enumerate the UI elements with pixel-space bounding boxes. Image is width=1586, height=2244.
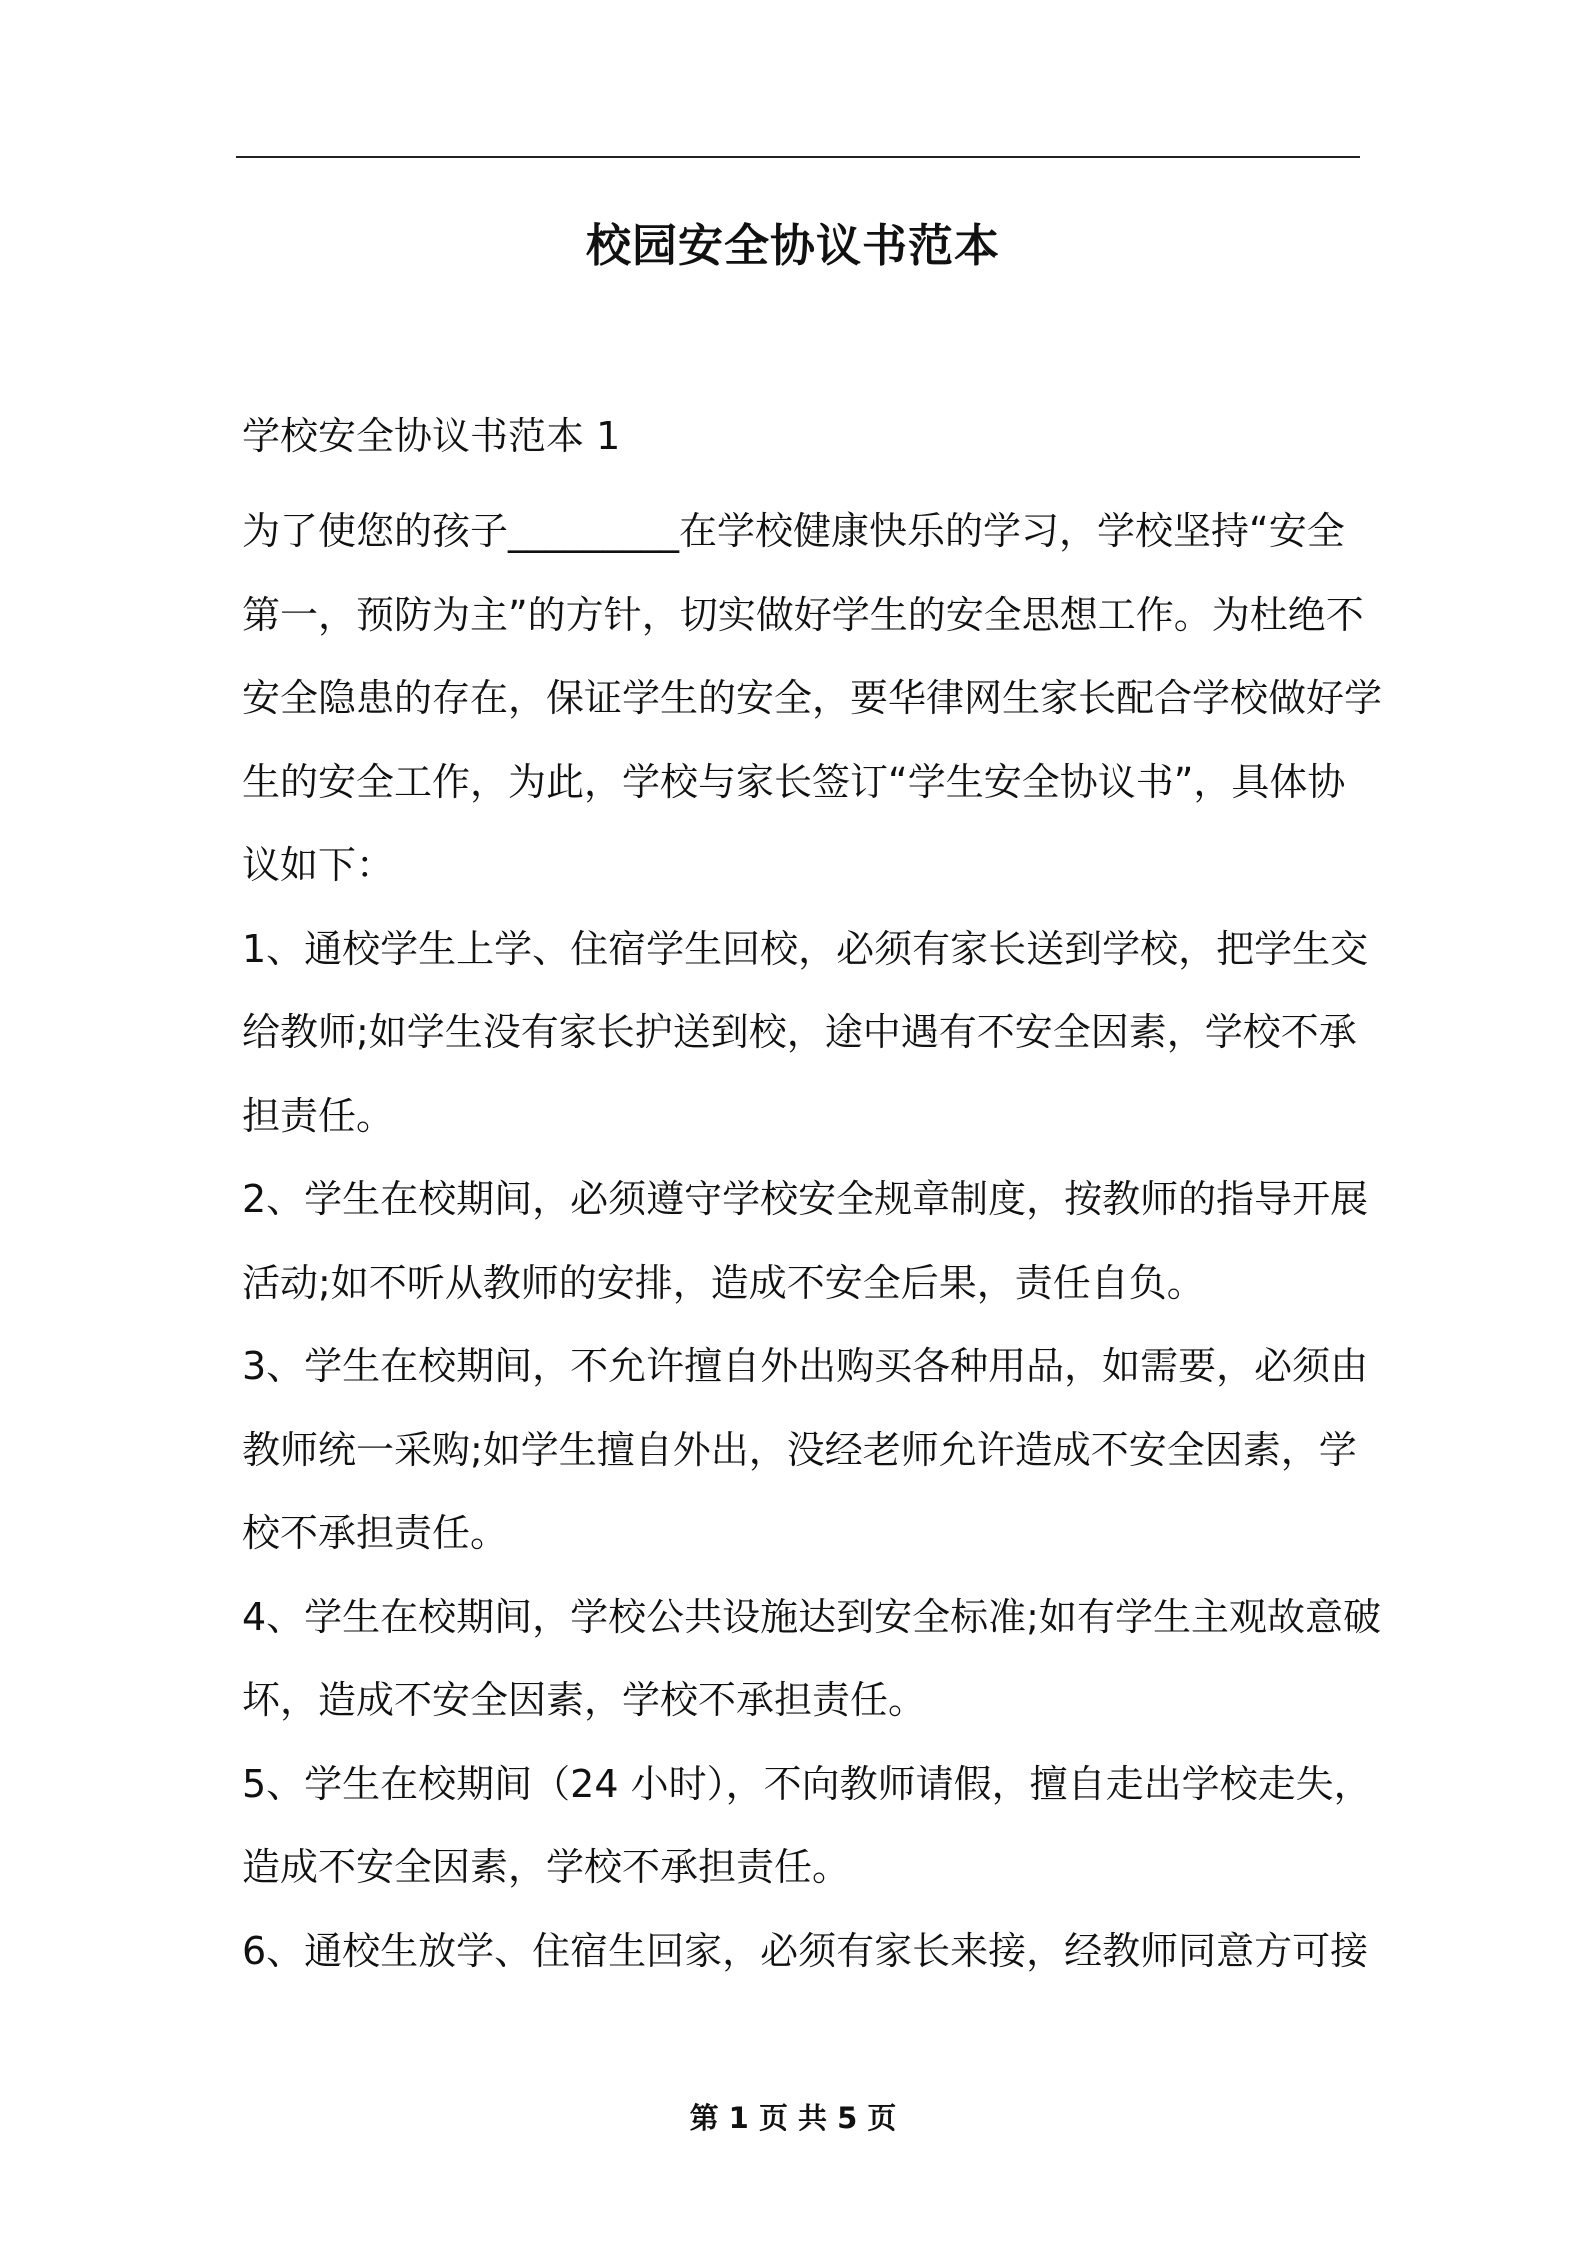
paragraph [242,1743,1372,1910]
paragraph-line: 1、通校学生上学、住宿学生回校，必须有家长送到学校，把学生交 [242,926,1369,971]
paragraph-line: 第一，预防为主”的方针，切实做好学生的安全思想工作。为杜绝不 [242,592,1364,637]
page-footer: 第 1 页 共 5 页 [689,2101,897,2135]
paragraph [242,1910,1369,1994]
paragraph-line: 3、学生在校期间，不允许擅自外出购买各种用品，如需要，必须由 [242,1344,1369,1388]
paragraph-line: 给教师;如学生没有家长护送到校，途中遇有不安全因素，学校不承 [242,1010,1357,1054]
paragraph [242,908,1369,1159]
document-title: 校园安全协议书范本 [585,219,1000,272]
paragraph-line: 担责任。 [242,1093,395,1138]
section-heading: 学校安全协议书范本 1 [242,414,621,458]
paragraph-line: 6、通校生放学、住宿生回家，必须有家长来接，经教师同意方可接 [242,1928,1369,1973]
paragraph-line: 坏，造成不安全因素，学校不承担责任。 [242,1678,927,1722]
paragraph-line: 5、学生在校期间（24 小时），不向教师请假，擅自走出学校走失， [242,1761,1372,1806]
paragraph-line: 2、学生在校期间，必须遵守学校安全规章制度，按教师的指导开展 [242,1177,1369,1221]
paragraph-line: 活动;如不听从教师的安排，造成不安全后果，责任自负。 [242,1260,1205,1305]
paragraph [242,1325,1369,1576]
paragraph-line: 议如下： [242,843,395,887]
paragraph-line: 安全隐患的存在，保证学生的安全，要华律网生家长配合学校做好学 [242,676,1383,720]
paragraph [242,1576,1381,1743]
paragraph-line: 造成不安全因素，学校不承担责任。 [242,1845,851,1889]
header-rule [236,156,1360,158]
paragraph [242,490,1383,908]
paragraph-line: 为了使您的孩子_________在学校健康快乐的学习，学校坚持“安全 [242,509,1345,553]
paragraph [242,1158,1369,1325]
paragraph-line: 生的安全工作，为此，学校与家长签订“学生安全协议书”，具体协 [242,759,1346,804]
paragraph-line: 教师统一采购;如学生擅自外出，没经老师允许造成不安全因素，学 [242,1427,1357,1472]
document-body [242,490,1383,1993]
paragraph-line: 4、学生在校期间，学校公共设施达到安全标准;如有学生主观故意破 [242,1594,1381,1639]
paragraph-line: 校不承担责任。 [242,1511,509,1555]
